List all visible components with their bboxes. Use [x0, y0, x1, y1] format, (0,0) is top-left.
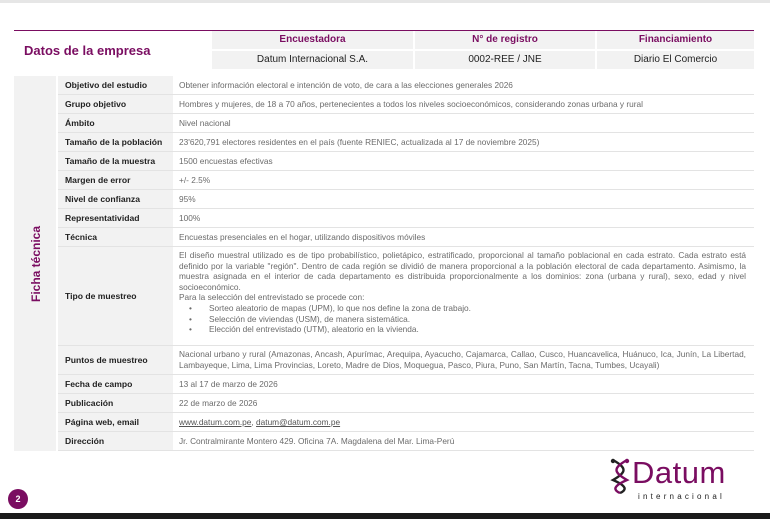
row-value: Hombres y mujeres, de 18 a 70 años, pertenecientes a todos los niveles socioeconómicos, considerando zonas urbana y rural — [179, 98, 643, 109]
row-label: Técnica — [58, 228, 173, 246]
datum-logo — [610, 455, 755, 503]
row-value — [175, 413, 754, 431]
muestreo-paragraph: El diseño muestral utilizado es de tipo probabilístico, polietápico, estratificado, proporcional al tamaño poblacional en cada estrato. Cada estrato está definido por la variable "región". Dentro de cada región se dividió de manera proporcional a la población electoral de cada departamento. Asimismo, la muestra asignada en el interior de cada departamento es distribuida proporcionalmente a los dominios: zona (urbana y rural), sexo, edad y nivel socioeconómico. — [179, 250, 746, 292]
table-row — [58, 413, 754, 432]
header-col-encuestadora: Encuestadora — [212, 31, 413, 49]
row-value: Obtener información electoral e intención de voto, de cara a las elecciones generales 2026 — [179, 79, 513, 90]
list-item — [179, 303, 746, 314]
row-label: Margen de error — [58, 171, 173, 189]
row-label: Tipo de muestreo — [58, 247, 173, 345]
bullet-symbol: • — [189, 324, 192, 335]
table-row — [58, 76, 754, 95]
row-value-muestreo — [175, 247, 754, 345]
row-value: Nacional urbano y rural (Amazonas, Ancash, Apurímac, Arequipa, Ayacucho, Cajamarca, Callao, Cusco, Huancavelica, Huánuco, Ica, Junín, La Libertad, Lambayeque, Lima, Lima Provincias, Loreto, Madre de Dios, Moquegua, Pasco, Piura, Puno, San Martín, Tacna, Tumbes, Ucayali) — [179, 349, 746, 370]
row-value: 1500 encuestas efectivas — [179, 155, 273, 166]
company-section-title: Datos de la empresa — [24, 43, 151, 58]
table-row-muestreo — [58, 247, 754, 346]
table-row — [58, 375, 754, 394]
table-row — [58, 394, 754, 413]
row-label: Objetivo del estudio — [58, 76, 173, 94]
list-item — [179, 324, 746, 335]
row-value: 95% — [179, 193, 196, 204]
row-label: Nivel de confianza — [58, 190, 173, 208]
row-value: Nivel nacional — [179, 117, 231, 128]
row-label: Grupo objetivo — [58, 95, 173, 113]
table-row — [58, 133, 754, 152]
logo-wordmark: Datum — [632, 455, 726, 490]
row-label: Fecha de campo — [58, 375, 173, 393]
page-number-badge: 2 — [8, 489, 28, 509]
muestreo-intro: Para la selección del entrevistado se procede con: — [179, 292, 365, 303]
row-value: 100% — [179, 212, 201, 223]
row-value: Encuestas presenciales en el hogar, utilizando dispositivos móviles — [179, 231, 426, 242]
table-row — [58, 171, 754, 190]
table-row — [58, 432, 754, 451]
email-link[interactable]: datum@datum.com.pe — [256, 416, 341, 427]
table-row — [58, 209, 754, 228]
bullet-text: Elección del entrevistado (UTM), aleatorio en la vivienda. — [209, 324, 419, 335]
dna-icon — [610, 458, 630, 494]
ficha-tecnica-label: Ficha técnica — [29, 225, 43, 303]
bullet-symbol: • — [189, 313, 192, 324]
row-label: Puntos de muestreo — [58, 346, 173, 374]
row-value: 23'620,791 electores residentes en el país (fuente RENIEC, actualizada al 17 de noviembre 2025) — [179, 136, 540, 147]
row-value: +/- 2.5% — [179, 174, 211, 185]
bullet-text: Sorteo aleatorio de mapas (UPM), lo que nos define la zona de trabajo. — [209, 302, 471, 313]
list-item — [179, 314, 746, 325]
row-value: 22 de marzo de 2026 — [179, 397, 258, 408]
row-value: Jr. Contralmirante Montero 429. Oficina 7A. Magdalena del Mar. Lima-Perú — [179, 435, 455, 446]
row-label: Tamaño de la población — [58, 133, 173, 151]
row-label: Dirección — [58, 432, 173, 450]
row-label: Página web, email — [58, 413, 173, 431]
table-row — [58, 228, 754, 247]
header-col-registro: N° de registro — [415, 31, 595, 49]
value-financiamiento: Diario El Comercio — [597, 51, 754, 69]
value-encuestadora: Datum Internacional S.A. — [212, 51, 413, 69]
row-label: Publicación — [58, 394, 173, 412]
table-row — [58, 114, 754, 133]
row-label: Ámbito — [58, 114, 173, 132]
bottom-bar — [0, 513, 770, 519]
top-border — [0, 0, 770, 3]
logo-subtitle: internacional — [638, 492, 725, 501]
row-label: Representatividad — [58, 209, 173, 227]
table-row-puntos — [58, 346, 754, 375]
table-row — [58, 95, 754, 114]
row-value: 13 al 17 de marzo de 2026 — [179, 378, 278, 389]
row-label: Tamaño de la muestra — [58, 152, 173, 170]
table-row — [58, 190, 754, 209]
table-row — [58, 152, 754, 171]
website-link[interactable]: www.datum.com.pe — [179, 416, 252, 427]
bullet-text: Selección de viviendas (USM), de manera sistemática. — [209, 313, 411, 324]
link-separator: , — [251, 416, 254, 427]
value-registro: 0002-REE / JNE — [415, 51, 595, 69]
header-col-financiamiento: Financiamiento — [597, 31, 754, 49]
bullet-symbol: • — [189, 302, 192, 313]
